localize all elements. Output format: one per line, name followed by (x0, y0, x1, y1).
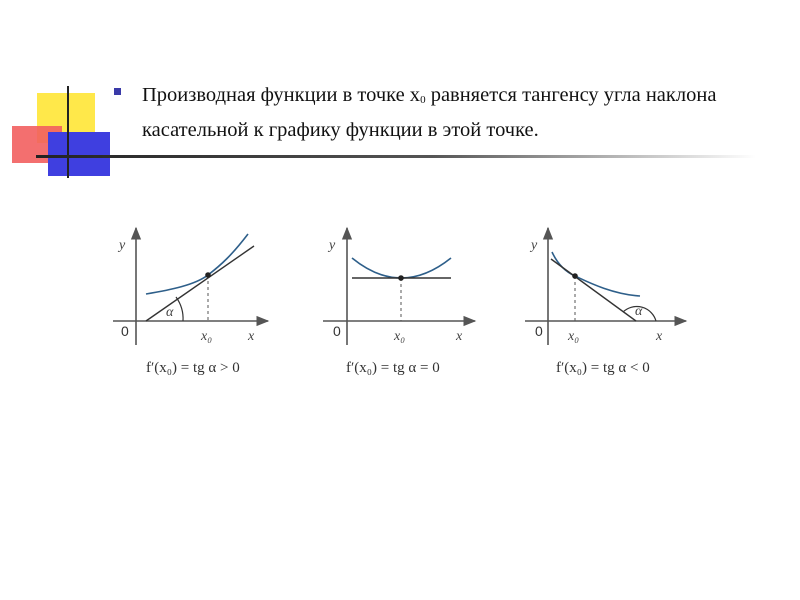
x0-label: x₀ (201, 329, 213, 344)
angle-arc (176, 297, 183, 321)
y-label: y (329, 238, 336, 253)
tangent-line (146, 246, 254, 321)
x0-label: x₀ (394, 329, 406, 344)
graph-positive (113, 228, 268, 376)
formula: f′(x₀) = tg α > 0 (146, 360, 240, 376)
tangent-point (205, 272, 211, 278)
origin-label: 0 (535, 323, 543, 339)
y-label: y (531, 238, 538, 253)
x-label: x (248, 329, 255, 344)
y-label: y (119, 238, 126, 253)
statement-part-1: Производная функции в точке x (142, 84, 421, 106)
statement-part-2: равняется тангенсу угла наклона касательной к графику функции в этой точке. (142, 84, 717, 141)
tangent-point (572, 273, 578, 279)
formula: f′(x₀) = tg α = 0 (346, 360, 440, 376)
function-curve (552, 252, 640, 296)
angle-label: α (635, 304, 643, 319)
formula: f′(x₀) = tg α < 0 (556, 360, 650, 376)
x-label: x (656, 329, 663, 344)
graph-negative (525, 228, 686, 376)
graph-zero (323, 228, 475, 376)
origin-label: 0 (333, 323, 341, 339)
tangent-point (398, 275, 404, 281)
angle-label: α (166, 305, 174, 320)
x-label: x (456, 329, 463, 344)
origin-label: 0 (121, 323, 129, 339)
function-curve (352, 258, 451, 278)
statement-subscript: 0 (420, 94, 426, 106)
x0-label: x₀ (568, 329, 580, 344)
